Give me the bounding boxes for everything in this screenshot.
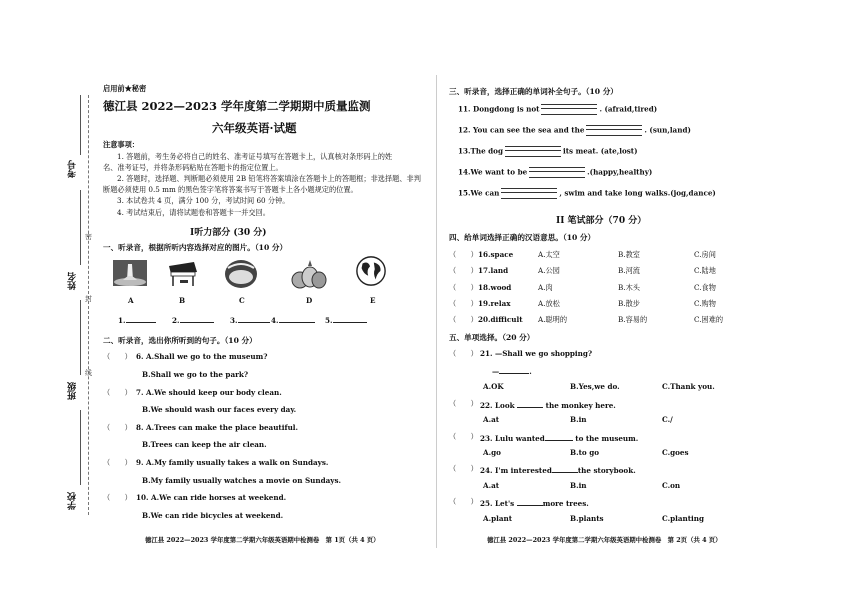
question-stem: 23. Lulu wanted to the museum. <box>480 434 639 443</box>
fill-blank[interactable] <box>586 125 642 136</box>
name-label: 姓名 <box>68 272 78 290</box>
answer-paren[interactable]: （ ） <box>449 432 478 441</box>
lake-picture <box>224 258 258 290</box>
question-stem: 25. Let's more trees. <box>480 499 589 508</box>
answer-paren[interactable]: （ ） <box>103 423 132 432</box>
answer-paren[interactable]: （ ） <box>103 458 132 467</box>
answer-paren[interactable]: （ ） <box>449 315 478 324</box>
option-c: C.planting <box>662 514 705 523</box>
q5-title: 五、单项选择。（20 分） <box>449 333 535 342</box>
stem-blank[interactable] <box>517 399 543 408</box>
note-line: 3. 本试卷共 4 页，满分 100 分，考试时间 60 分钟。 <box>117 196 290 205</box>
answer-paren[interactable]: （ ） <box>103 388 132 397</box>
option-a: 10. A.We can ride horses at weekend. <box>136 493 287 502</box>
note-line: 4. 考试结束后，请将试题卷和答题卡一并交回。 <box>117 208 270 217</box>
pic-label-d: D <box>306 296 313 305</box>
answer-paren[interactable]: （ ） <box>103 493 132 502</box>
pic-label-a: A <box>128 296 134 305</box>
exam-subtitle: 六年级英语·试题 <box>212 121 297 135</box>
vocab-word: 18.wood <box>478 283 512 292</box>
binding-char-seal: 密 <box>85 233 92 241</box>
note-line: 名、准考证号，并将条形码粘贴在答题卡的指定位置上。 <box>103 163 283 172</box>
page-divider <box>436 75 437 548</box>
answer-paren[interactable]: （ ） <box>449 464 478 473</box>
fill-blank[interactable] <box>505 146 561 157</box>
option-b: B.河流 <box>618 266 640 275</box>
option-c: C.Thank you. <box>662 382 715 391</box>
option-c: C.陆地 <box>694 266 716 275</box>
vocab-word: 20.difficult <box>478 315 523 324</box>
option-b: B.My family usually watches a movie on Sundays. <box>142 476 342 485</box>
notes-title: 注意事项： <box>103 140 139 149</box>
fill-item: 11. Dongdong is not . (afraid,tired) <box>458 104 658 114</box>
binding-char-closed: 封 <box>85 295 92 303</box>
pic-label-e: E <box>370 296 376 305</box>
piano-picture <box>166 256 200 288</box>
option-a: A.公园 <box>538 266 560 275</box>
answer-paren[interactable]: （ ） <box>103 352 132 361</box>
name-field-line <box>80 300 81 375</box>
question-stem: 22. Look the monkey here. <box>480 401 616 410</box>
fill-item: 14.We want to be .(happy,healthy) <box>458 167 653 177</box>
option-a: 9. A.My family usually takes a walk on Sundays. <box>136 458 329 467</box>
option-a: A.at <box>483 415 500 424</box>
globe-picture <box>354 255 388 287</box>
secret-label: 启用前★秘密 <box>103 84 147 93</box>
option-b: B.Shall we go to the park? <box>142 370 249 379</box>
option-a: A.肉 <box>538 283 553 292</box>
note-line: 2. 答题时，选择题、判断题必须使用 2B 铅笔将答案填涂在答题卡上的答题框；非选择题、非判 <box>117 174 421 183</box>
option-a: A.plant <box>483 514 513 523</box>
question-stem: 21. —Shall we go shopping? <box>480 349 593 358</box>
pic-label-c: C <box>239 296 245 305</box>
option-c: C.on <box>662 481 681 490</box>
answer-blank-1[interactable]: 1. <box>118 314 156 325</box>
option-a: 8. A.Trees can make the place beautiful. <box>136 423 299 432</box>
exam-no-label: 考号 <box>68 160 78 178</box>
option-c: C.困难的 <box>694 315 724 324</box>
left-footer: 德江县 2022—2023 学年度第二学期六年级英语期中检测卷 第 1页（共 4 页） <box>145 536 380 544</box>
reply-blank[interactable]: — . <box>492 367 532 376</box>
q3-title: 三、听录音，选择正确的单词补全句子。（10 分） <box>449 87 618 96</box>
option-b: B.We should wash our faces every day. <box>142 405 297 414</box>
option-b: B.Trees can keep the air clean. <box>142 440 267 449</box>
option-b: B.plants <box>570 514 604 523</box>
class-field-line <box>80 410 81 485</box>
pic-label-b: B <box>179 296 186 305</box>
option-a: A.go <box>483 448 501 457</box>
option-b: B.容易的 <box>618 315 648 324</box>
part2-heading: II 笔试部分（70 分） <box>556 216 647 226</box>
option-c: C.购物 <box>694 299 716 308</box>
fill-item: 13.The dog its meat. (ate,lost) <box>458 146 638 156</box>
stem-blank[interactable] <box>545 432 573 441</box>
option-a: A.放松 <box>538 299 560 308</box>
q1-title: 一、听录音，根据所听内容选择对应的图片。（10 分） <box>103 243 288 252</box>
option-b: B.to go <box>570 448 600 457</box>
option-b: B.教室 <box>618 250 640 259</box>
exam-no-line <box>80 95 81 155</box>
answer-blank-2[interactable]: 2. <box>172 314 214 325</box>
answer-paren[interactable]: （ ） <box>449 266 478 275</box>
part1-heading: I听力部分 (30 分) <box>190 228 267 238</box>
binding-char-line: 线 <box>85 369 92 377</box>
answer-paren[interactable]: （ ） <box>449 250 478 259</box>
option-c: C.房间 <box>694 250 716 259</box>
vocab-word: 17.land <box>478 266 509 275</box>
stem-blank[interactable] <box>552 464 578 473</box>
option-a: A.OK <box>483 382 504 391</box>
option-b: B.in <box>570 481 587 490</box>
note-line: 1. 答题前，考生务必将自己的姓名、准考证号填写在答题卡上，认真核对条形码上的姓 <box>117 152 393 161</box>
q2-title: 二、听录音，选出你所听到的句子。（10 分） <box>103 336 257 345</box>
option-a: A.太空 <box>538 250 560 259</box>
fill-blank[interactable] <box>501 188 557 199</box>
option-b: B.木头 <box>618 283 640 292</box>
option-b: B.We can ride bicycles at weekend. <box>142 511 284 520</box>
answer-blank-3[interactable]: 3. <box>230 314 270 325</box>
answer-paren[interactable]: （ ） <box>449 299 478 308</box>
answer-blank-5[interactable]: 5. <box>325 314 367 325</box>
vegetables-picture <box>290 258 328 290</box>
option-a: 6. A.Shall we go to the museum? <box>136 352 268 361</box>
fill-item: 15.We can , swim and take long walks.(jog,dance) <box>458 188 716 198</box>
option-c: C.goes <box>662 448 689 457</box>
space-shuttle-picture <box>113 258 147 290</box>
option-b: B.in <box>570 415 587 424</box>
option-c: C.食物 <box>694 283 716 292</box>
stem-blank[interactable] <box>517 497 543 506</box>
vocab-word: 19.relax <box>478 299 511 308</box>
right-footer: 德江县 2022—2023 学年度第二学期六年级英语期中检测卷 第 2页（共 4 页） <box>487 536 722 544</box>
q4-title: 四、给单词选择正确的汉语意思。（10 分） <box>449 233 596 242</box>
option-c: C./ <box>662 415 673 424</box>
fill-item: 12. You can see the sea and the . (sun,land) <box>458 125 691 135</box>
question-stem: 24. I'm interested the storybook. <box>480 466 636 475</box>
answer-paren[interactable]: （ ） <box>449 399 478 408</box>
option-a: A.at <box>483 481 500 490</box>
answer-blank-4[interactable]: 4. <box>271 314 315 325</box>
exam-no-field-line <box>80 190 81 265</box>
option-a: 7. A.We should keep our body clean. <box>136 388 282 397</box>
answer-paren[interactable]: （ ） <box>449 283 478 292</box>
fill-blank[interactable] <box>541 104 597 115</box>
class-label: 班级 <box>68 382 78 400</box>
binding-line <box>88 95 89 515</box>
exam-title: 德江县 2022—2023 学年度第二学期期中质量监测 <box>103 99 371 113</box>
note-line: 断题必须使用 0.5 mm 的黑色签字笔将答案书写于答题卡上各小题规定的位置。 <box>103 185 358 194</box>
option-b: B.散步 <box>618 299 640 308</box>
answer-paren[interactable]: （ ） <box>449 497 478 506</box>
vocab-word: 16.space <box>478 250 514 259</box>
fill-blank[interactable] <box>529 167 585 178</box>
school-label: 学校 <box>68 492 78 510</box>
answer-paren[interactable]: （ ） <box>449 349 478 358</box>
option-b: B.Yes,we do. <box>570 382 620 391</box>
option-a: A.聪明的 <box>538 315 568 324</box>
